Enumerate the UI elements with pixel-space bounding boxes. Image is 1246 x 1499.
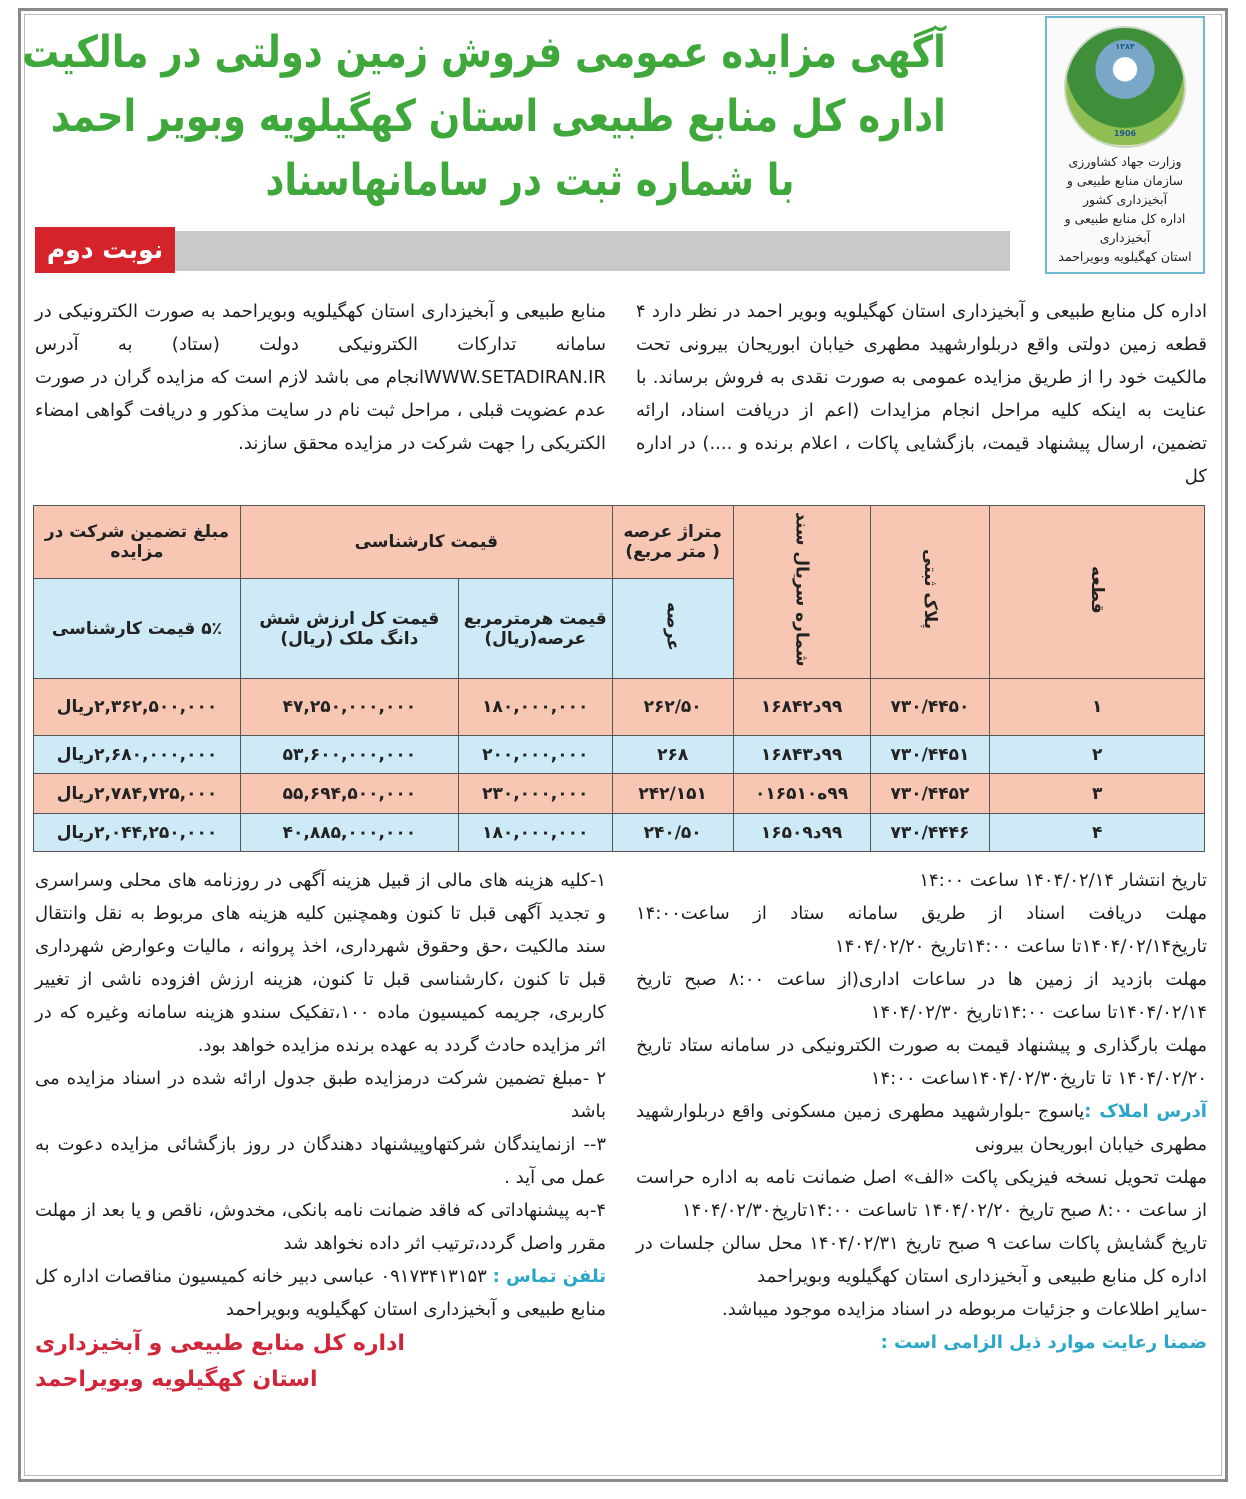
signature-line: اداره کل منابع طبیعی و آبخیزداری: [35, 1331, 405, 1356]
mandatory-note: ضمنا رعایت موارد ذیل الزامی است :: [880, 1332, 1207, 1353]
docs-deadline: مهلت دریافت اسناد از طریق سامانه ستاد از ساعت۱۴:۰۰ تاریخ۱۴۰۴/۰۲/۱۴تا ساعت ۱۴:۰۰تاریخ ۱۴۰۴/۰۲/۲۰: [636, 903, 1207, 957]
cell-price-total: ۵۵,۶۹۴,۵۰۰,۰۰۰: [240, 774, 458, 814]
cell-area: ۲۶۲/۵۰: [612, 679, 733, 736]
header-guarantee-group: مبلغ تضمین شرکت در مزایده: [34, 506, 241, 579]
cell-area: ۲۴۰/۵۰: [612, 814, 733, 852]
intro-left: منابع طبیعی و آبخیزداری استان کهگیلویه وبویراحمد به صورت الکترونیکی در سامانه تدارکات الکترونیکی دولت (ستاد) به آدرس WWW.SETADIRAN.IRانجام می باشد لازم است که مزایده گران در صورت عدم عضویت قبلی ، مراحل ثبت نام در سایت مذکور و دریافت گواهی امضاء الکتریکی را جهت شرکت در مزایده محقق سازند.: [35, 301, 606, 454]
header-plaque: پلاک ثبتی: [870, 506, 990, 679]
ad-title: [22, 21, 1025, 213]
cell-plaque: ۷۳۰/۴۴۵۱: [870, 736, 990, 774]
upload-deadline: مهلت بارگذاری و پیشنهاد قیمت به صورت الکترونیکی در سامانه ستاد تاریخ ۱۴۰۴/۰۲/۲۰ تا تاریخ۱۴۰۴/۰۲/۳۰ساعت ۱۴:۰۰: [636, 1035, 1207, 1089]
org-line: اداره کل منابع طبیعی و: [1064, 211, 1186, 226]
cell-serial: ۹۹د۱۶۸۴۲: [733, 679, 870, 736]
org-line: آبخیزداری کشور: [1082, 192, 1168, 207]
condition-item: ۳-- ازنمایندگان شرکتهاوپیشنهاد دهندگان در روز بازگشائی مزایده دعوت به عمل می آید .: [35, 1134, 606, 1188]
ad-frame: [18, 8, 1228, 1482]
table-row: [34, 814, 1205, 852]
condition-item: ۲ -مبلغ تضمین شرکت درمزایده طبق جدول ارائه شده در اسناد مزایده می باشد: [35, 1068, 606, 1122]
title-line: اداره کل منابع طبیعی استان کهگیلویه وبویر احمد: [50, 91, 946, 142]
cell-plaque: ۷۳۰/۴۴۵۲: [870, 774, 990, 814]
cell-area: ۲۴۲/۱۵۱: [612, 774, 733, 814]
header-price-per-m: قیمت هرمترمربع عرصه(ریال): [458, 579, 612, 679]
cell-piece: ۴: [990, 814, 1205, 852]
logo-year-top: ۱۳۸۴: [1115, 42, 1135, 51]
table-row: [34, 774, 1205, 814]
org-logo-box: [1045, 16, 1205, 274]
delivery-deadline: مهلت تحویل نسخه فیزیکی پاکت «الف» اصل ضمانت نامه به اداره حراست از ساعت ۸:۰۰ صبح تاریخ ۱۴۰۴/۰۲/۲۰ تاساعت ۱۴:۰۰تاریخ۱۴۰۴/۰۲/۳۰: [636, 1167, 1207, 1221]
table-row: [34, 679, 1205, 736]
contact-text: ۰۹۱۷۳۴۱۳۱۵۳ عباسی دبیر خانه کمیسیون مناقصات اداره کل منابع طبیعی و آبخیزداری استان کهگیلویه وبویراحمد: [35, 1266, 606, 1320]
cell-guarantee: ۲,۶۸۰,۰۰۰,۰۰۰ریال: [34, 736, 241, 774]
address-label: آدرس املاک :: [1084, 1101, 1207, 1122]
title-line: آگهی مزایده عمومی فروش زمین دولتی در مالکیت: [22, 27, 946, 78]
header-area-group: متراژ عرصه ( متر مربع): [612, 506, 733, 579]
signature-line: استان کهگیلویه وبویراحمد: [35, 1367, 318, 1392]
publish-date: تاریخ انتشار ۱۴۰۴/۰۲/۱۴ ساعت ۱۴:۰۰: [919, 870, 1207, 891]
header-price-group: قیمت کارشناسی: [240, 506, 612, 579]
conditions-section: [35, 864, 606, 1398]
contact-info: [35, 1260, 606, 1326]
cell-plaque: ۷۳۰/۴۴۴۶: [870, 814, 990, 852]
schedule-section: [636, 864, 1207, 1398]
org-line: وزارت جهاد کشاورزی: [1068, 154, 1182, 169]
cell-piece: ۱: [990, 679, 1205, 736]
lots-table: [33, 505, 1205, 852]
cell-plaque: ۷۳۰/۴۴۵۰: [870, 679, 990, 736]
address-text: یاسوج -بلوارشهید مطهری زمین مسکونی واقع دربلوارشهید مطهری خیابان ابوریحان بیرونی: [636, 1101, 1207, 1155]
bottom-row: [21, 852, 1225, 1398]
cell-price-per-m: ۲۰۰,۰۰۰,۰۰۰: [458, 736, 612, 774]
org-logo: [1064, 26, 1186, 148]
opening-date: تاریخ گشایش پاکات ساعت ۹ صبح تاریخ ۱۴۰۴/۰۲/۳۱ محل سالن جلسات در اداره کل منابع طبیعی و آبخیزداری استان کهگیلویه وبویراحمد: [636, 1233, 1207, 1287]
cell-serial: ۹۹ه۰۱۶۵۱۰: [733, 774, 870, 814]
cell-price-per-m: ۱۸۰,۰۰۰,۰۰۰: [458, 814, 612, 852]
cell-guarantee: ۲,۳۶۲,۵۰۰,۰۰۰ریال: [34, 679, 241, 736]
contact-label: تلفن تماس :: [492, 1266, 606, 1287]
visit-deadline: مهلت بازدید از زمین ها در ساعات اداری(از ساعت ۸:۰۰ صبح تاریخ ۱۴۰۴/۰۲/۱۴تا ساعت ۱۴:۰۰تاریخ ۱۴۰۴/۰۲/۳۰: [636, 969, 1208, 1023]
intro-row: [21, 283, 1225, 493]
title-line: با شماره ثبت در سامانهاسناد: [265, 155, 795, 206]
header-price-total: قیمت کل ارزش شش دانگ ملک (ریال): [240, 579, 458, 679]
cell-price-per-m: ۲۳۰,۰۰۰,۰۰۰: [458, 774, 612, 814]
logo-year-bottom: 1906: [1113, 129, 1137, 138]
ad-header: [21, 11, 1225, 283]
condition-item: ۱-کلیه هزینه های مالی از قبیل هزینه آگهی در روزنامه های محلی وسراسری و تجدید آگهی قبل تا کنون وهمچنین کلیه هزینه های مربوط به نقل وانتقال سند مالکیت ،حق وحقوق شهرداری، اخذ پروانه ، مالیات وعوارض شهرداری قبل تا کنون ،کارشناسی قبل تا کنون، هزینه ارزش افزوده ناشی از تغییر کاربری، جریمه کمیسیون ماده ۱۰۰،تفکیک سندو هزینه سامانه وغیره که در اثر مزایده حادث گردد به عهده برنده مزایده خواهد بود.: [35, 870, 606, 1056]
intro-right: اداره کل منابع طبیعی و آبخیزداری استان کهگیلویه وبویر احمد در نظر دارد ۴ قطعه زمین دولتی واقع دربلوارشهید مطهری خیابان ابوریحان بیرونی تحت مالکیت خود را از طریق مزایده عمومی به صورت نقدی به فروش برساند. با عنایت به اینکه کلیه مراحل انجام مزایدات (اعم از دریافت اسناد، ارائه تضمین، ارسال پیشنهاد قیمت، بازگشایی پاکات ، اعلام برنده و ....) در اداره کل: [636, 301, 1207, 487]
property-address: [636, 1095, 1207, 1161]
header-guarantee: ۵٪ قیمت کارشناسی: [34, 579, 241, 679]
header-area: عرصه: [612, 579, 733, 679]
header-piece: قطعه: [990, 506, 1205, 679]
divider-bar: [35, 231, 1010, 271]
cell-guarantee: ۲,۰۴۴,۲۵۰,۰۰۰ریال: [34, 814, 241, 852]
cell-price-total: ۵۳,۶۰۰,۰۰۰,۰۰۰: [240, 736, 458, 774]
cell-guarantee: ۲,۷۸۴,۷۲۵,۰۰۰ریال: [34, 774, 241, 814]
round-badge: نوبت دوم: [35, 227, 175, 273]
org-line: سازمان منابع طبیعی و: [1066, 173, 1184, 188]
cell-price-total: ۴۷,۲۵۰,۰۰۰,۰۰۰: [240, 679, 458, 736]
condition-item: ۴-به پیشنهاداتی که فاقد ضمانت نامه بانکی، مخدوش، ناقص و یا بعد از مهلت مقرر واصل گردد،ترتیب اثر داده نخواهد شد: [35, 1200, 606, 1254]
cell-area: ۲۶۸: [612, 736, 733, 774]
other-info: -سایر اطلاعات و جزئیات مربوطه در اسناد مزایده موجود میباشد.: [721, 1299, 1207, 1320]
cell-serial: ۹۹د۱۶۵۰۹: [733, 814, 870, 852]
cell-piece: ۲: [990, 736, 1205, 774]
cell-price-per-m: ۱۸۰,۰۰۰,۰۰۰: [458, 679, 612, 736]
table-row: [34, 736, 1205, 774]
org-line: آبخیزداری: [1099, 230, 1151, 245]
cell-price-total: ۴۰,۸۸۵,۰۰۰,۰۰۰: [240, 814, 458, 852]
header-serial: شماره سریال سند: [733, 506, 870, 679]
org-line: استان کهگیلویه وبویراحمد: [1058, 249, 1192, 264]
cell-serial: ۹۹د۱۶۸۴۳: [733, 736, 870, 774]
cell-piece: ۳: [990, 774, 1205, 814]
